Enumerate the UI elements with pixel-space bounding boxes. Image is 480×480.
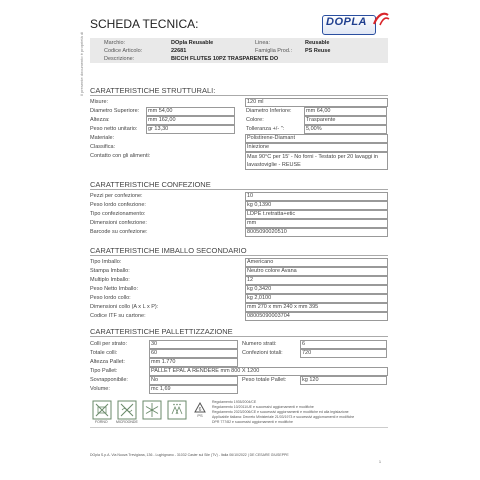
tolerance-value: 5,00% [304,125,387,134]
certification-line-5: DPR 777/82 e successivi aggiornamenti e modifiche [212,420,293,424]
document-title: SCHEDA TECNICA: [90,17,199,31]
line-value: Reusable [305,40,330,46]
article-code-value: 22681 [171,48,187,54]
certification-line-2: Regolamento 10/2011/UE e successivi aggiornamenti e modifiche [212,405,314,409]
height-value: mm 162,00 [146,116,235,125]
company-footer: DOpla S.p.A. Via Nuova Trevigiana, 136 - Lughignano - 31032 Casier sul Sile (TV) - Italia 06/10/2022 | DE CESARE GIUSEPPE [90,453,289,457]
pack-gross-weight-value: kg 0,1390 [245,201,388,210]
pack-dimensions-label: Dimensioni confezione: [90,220,147,226]
color-label: Colore: [246,117,264,123]
classification-label: Classifica: [90,144,116,150]
volume-value: mc 1,69 [149,385,238,394]
svg-text:6: 6 [198,407,202,413]
box-type-value: Americano [245,258,388,267]
freezer-icon [142,400,162,420]
food-contact-value: Max 90°C per 15' - No forni - Testato per 20 lavaggi in lavastoviglie - REUSE [245,152,388,170]
box-gross-weight-value: kg 2,0100 [245,294,388,303]
box-multiple-value: 12 [245,276,388,285]
total-packs-value: 720 [300,349,387,358]
recycle-icon [192,400,208,420]
box-multiple-label: Multiplo Imballo: [90,277,130,283]
layer-count-label: Numero strati: [242,341,277,347]
package-divider [90,189,388,190]
material-value: Polistirene-Diamant [245,134,388,143]
svg-text:PS: PS [197,413,203,418]
pack-gross-weight-label: Peso lordo confezione: [90,202,146,208]
certification-line-3: Regolamento 2023/2006/CE e successivi aggiornamenti e modifiche ed alla legislazione [212,410,349,414]
bottom-diameter-value: mm 64,00 [304,107,387,116]
material-label: Materiale: [90,135,115,141]
pallet-section-title: CARATTERISTICHE PALLETTIZZAZIONE [90,327,233,336]
pallet-total-weight-label: Peso totale Pallet: [242,377,287,383]
package-section-title: CARATTERISTICHE CONFEZIONE [90,180,211,189]
structural-divider [90,95,388,96]
stackable-label: Sovrapponibile: [90,377,128,383]
product-family-value: PS Reuse [305,48,331,54]
boxes-per-layer-value: 30 [149,340,238,349]
box-dimensions-value: mm 270 x mm 240 x mm 395 [245,303,388,312]
total-boxes-label: Totale colli: [90,350,118,356]
page-number: 1 [379,460,381,464]
box-print-label: Stampa Imballo: [90,268,130,274]
bottom-diameter-label: Diametro Inferiore: [246,108,292,114]
volume-label: Volume: [90,386,110,392]
boxes-per-layer-label: Colli per strato: [90,341,127,347]
classification-value: Iniezione [245,143,388,152]
secondary-packaging-section-title: CARATTERISTICHE IMBALLO SECONDARIO [90,246,247,255]
article-code-label: Codice Articolo: [104,48,143,54]
pieces-per-pack-label: Pezzi per confezione: [90,193,143,199]
tolerance-label: Tolleranza +/- ": [246,126,285,132]
food-contact-icon [92,400,112,420]
layer-count-value: 6 [300,340,387,349]
packaging-type-label: Tipo confezionamento: [90,211,146,217]
brand-value: DOpla Reusable [171,40,214,46]
pallet-divider [90,336,388,337]
dopla-logo [322,12,392,36]
pallet-total-weight-value: kg 120 [300,376,387,385]
box-net-weight-value: kg 0,3420 [245,285,388,294]
side-ownership-note: Il presente documento è proprietà di [79,31,84,96]
microwave-icon [117,400,137,420]
top-diameter-label: Diametro Superiore: [90,108,140,114]
pack-barcode-label: Barcode su confezione: [90,229,148,235]
unit-weight-value: gr 13,30 [146,125,235,134]
pallet-type-label: Tipo Pallet: [90,368,118,374]
certification-line-1: Regolamento 1935/2004/CE [212,400,257,404]
logo-swirl-icon [372,12,390,26]
pallet-type-value: PALLET EPAL A RENDERE mm 800 X 1200 [149,367,388,376]
description-label: Descrizione: [104,56,135,62]
footer-divider [90,427,388,428]
height-label: Altezza: [90,117,110,123]
itf-code-label: Codice ITF su cartone: [90,313,146,319]
box-gross-weight-label: Peso lordo collo: [90,295,131,301]
pack-barcode-value: 8005090020510 [245,228,388,237]
brand-label: Marchio: [104,40,126,46]
dishwasher-icon [167,400,187,420]
size-label: Misure: [90,99,109,105]
pallet-height-label: Altezza Pallet: [90,359,125,365]
unit-weight-label: Peso netto unitario: [90,126,138,132]
microwave-caption: MICROONDE [116,420,138,424]
food-contact-label: Contatto con gli alimenti: [90,153,151,159]
itf-code-value: 08005090003704 [245,312,388,321]
certification-line-4: Applicabile italiana: Decreto Ministeriale 21/03/1973 e successivi aggiornamenti e modifiche [212,415,355,419]
total-boxes-value: 60 [149,349,238,358]
description-value: BICCH FLUTES 10PZ TRASPARENTE DO [171,56,279,62]
box-dimensions-label: Dimensioni collo (A x L x P): [90,304,159,310]
packaging-type-value: LDPE t.retratta+etic [245,210,388,219]
top-diameter-value: mm 54,00 [146,107,235,116]
size-value: 120 ml [245,98,388,107]
box-print-value: Neutro colore Avana [245,267,388,276]
structural-section-title: CARATTERISTICHE STRUTTURALI: [90,86,216,95]
stackable-value: No [149,376,238,385]
oven-caption: FORNO [95,420,108,424]
product-family-label: Famiglia Prod.: [255,48,292,54]
logo-text: DOPLA [326,16,367,28]
pieces-per-pack-value: 10 [245,192,388,201]
line-label: Linea: [255,40,270,46]
box-type-label: Tipo Imballo: [90,259,122,265]
color-value: Trasparente [304,116,387,125]
secondary-packaging-divider [90,255,388,256]
pack-dimensions-value: mm [245,219,388,228]
total-packs-label: Confezioni totali: [242,350,283,356]
pallet-height-value: mm 1.770 [149,358,238,367]
box-net-weight-label: Peso Netto Imballo: [90,286,138,292]
